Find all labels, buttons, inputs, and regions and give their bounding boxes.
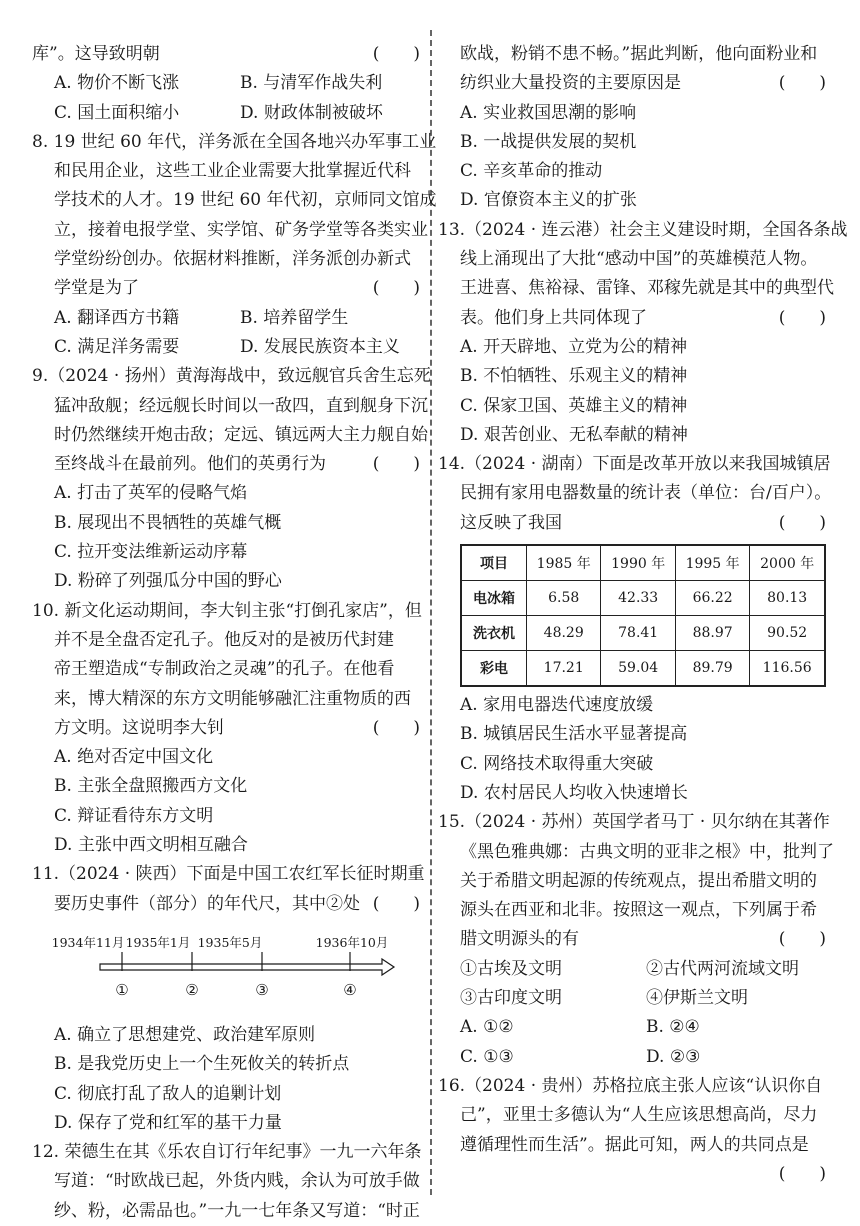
right-column	[438, 40, 848, 1189]
table-cell: 88.97	[675, 616, 749, 651]
table-cell: 42.33	[601, 581, 675, 616]
question-10: 10. 新文化运动期间，李大钊主张“打倒孔家店”，但 并不是全盘否定孔子。他反对的是被历代封建 帝王塑造成“专制政治之灵魂”的孔子。在他看 来，博大精深的东方文明能够融汇注重物质的西 方文明。这说明李大钊 ( ) A. 绝对否定中国文化 B. 主张全盘照搬西方文化 C. 辩证看待东方文明 D. 主张中西文明相互融合	[32, 600, 422, 856]
table-header-cell: 项目	[461, 545, 527, 581]
question-8: 8. 19 世纪 60 年代，洋务派在全国各地兴办军事工业 和民用企业，这些工业企业需要大批掌握近代科 学技术的人才。19 世纪 60 年代初，京师同文馆成 立，接着电报学堂、实学馆、矿务学堂等各类实业 学堂纷纷创办。依据材料推断，洋务派创办新式 学堂是为了 ( ) A. 翻译西方书籍 B. 培养留学生 C. 满足洋务需要 D. 发展民族资本主义	[32, 131, 437, 357]
question-11: 11.（2024 · 陕西）下面是中国工农红军长征时期重 要历史事件（部分）的年代尺，其中②处 ( ) 1934年11月 1935年1月 1935年5月 1936年10月 ① ② ③ ④ A. 确立了思想建党、政治建军原则 B. 是我党历史上一个生死攸关的转折点 C. 彻底打乱了敌人的追剿计划 D. 保存了党和红军的基干力量	[32, 864, 425, 1133]
table-row	[461, 616, 825, 651]
question-15: 15.（2024 · 苏州）英国学者马丁 · 贝尔纳在其著作 《黑色雅典娜：古典文明的亚非之根》中，批判了 关于希腊文明起源的传统观点，提出希腊文明的 源头在西亚和北非。按照这一观点，下列属于希 腊文明源头的有 ( ) ①古埃及文明 ②古代两河流域文明 ③古印度文明 ④伊斯兰文明 A. ①② B. ②④ C. ①③ D. ②③	[438, 812, 834, 1067]
answer-bracket: ( )	[778, 929, 826, 950]
timeline-mark: ③	[255, 980, 269, 999]
q7-options-row1: A. 物价不断飞涨 B. 与清军作战失利	[54, 73, 383, 94]
table-cell: 17.21	[527, 651, 601, 687]
table-row	[461, 581, 825, 616]
table-cell: 48.29	[527, 616, 601, 651]
table-cell: 89.79	[675, 651, 749, 687]
table-cell: 80.13	[750, 581, 825, 616]
appliance-stats-table	[460, 544, 826, 687]
timeline-date: 1935年1月	[125, 934, 191, 950]
timeline-ruler	[32, 919, 424, 1021]
timeline-mark: ②	[185, 980, 199, 999]
left-column	[32, 40, 437, 1226]
answer-bracket: ( )	[372, 893, 420, 914]
table-cell: 66.22	[675, 581, 749, 616]
question-14: 14.（2024 · 湖南）下面是改革开放以来我国城镇居 民拥有家用电器数量的统计表（单位：台/百户）。 这反映了我国 ( ) 项目 1985 年 1990 年 1995 年 2000 年 电冰箱 6.58 42.33 66.22 80.13 洗衣机 48.29 78.41 88.97 90.52 彩电 17.21 59.04 89.79 116.56 A. 家用电器迭代速度放缓 B. 城镇居民生活水平显著提高 C. 网络技术取得重大突破 D. 农村居民人均收入快速增长	[438, 454, 832, 803]
answer-bracket: ( )	[778, 73, 826, 94]
timeline-date: 1935年5月	[197, 934, 263, 950]
q7-stem-tail: 库”。这导致明朝 ( )	[32, 40, 424, 69]
table-cell: 116.56	[750, 651, 825, 687]
timeline-mark: ①	[115, 980, 129, 999]
timeline-date: 1936年10月	[315, 934, 389, 950]
question-12-continued: 欧战，粉销不患不畅。”据此判断，他向面粉业和 纺织业大量投资的主要原因是 ( ) A. 实业救国思潮的影响 B. 一战提供发展的契机 C. 辛亥革命的推动 D. 官僚资本主义的扩张	[460, 44, 826, 211]
timeline-mark: ④	[343, 980, 357, 999]
table-header-cell: 1995 年	[675, 545, 749, 581]
answer-bracket: ( )	[778, 512, 826, 533]
answer-bracket: ( )	[372, 44, 420, 64]
table-header-cell: 2000 年	[750, 545, 825, 581]
question-12: 12. 荣德生在其《乐农自订行年纪事》一九一六年条 写道：“时欧战已起，外货内贱，余认为可放手做 纱、粉，必需品也。”一九一七年条又写道：“时正	[32, 1142, 422, 1221]
question-9: 9.（2024 · 扬州）黄海海战中，致远舰官兵舍生忘死 猛冲敌舰；经远舰长时间以一敌四，直到舰身下沉 时仍然继续开炮击敌；定远、镇远两大主力舰自始 至终战斗在最前列。他们的英勇行为 ( ) A. 打击了英军的侵略气焰 B. 展现出不畏牺牲的英雄气概 C. 拉开变法维新运动序幕 D. 粉碎了列强瓜分中国的野心	[32, 366, 431, 592]
table-cell: 彩电	[461, 651, 527, 687]
table-cell: 90.52	[750, 616, 825, 651]
table-row	[461, 651, 825, 687]
answer-bracket: ( )	[372, 278, 420, 299]
question-13: 13.（2024 · 连云港）社会主义建设时期，全国各条战 线上涌现出了大批“感动中国”的英雄模范人物。 王进喜、焦裕禄、雷锋、邓稼先就是其中的典型代 表。他们身上共同体现了 ( ) A. 开天辟地、立党为公的精神 B. 不怕牺牲、乐观主义的精神 C. 保家卫国、英雄主义的精神 D. 艰苦创业、无私奉献的精神	[438, 219, 848, 445]
table-cell: 59.04	[601, 651, 675, 687]
q7-options-row2: C. 国土面积缩小 D. 财政体制被破坏	[54, 102, 383, 123]
table-header-row	[461, 545, 825, 581]
table-cell: 78.41	[601, 616, 675, 651]
question-16: 16.（2024 · 贵州）苏格拉底主张人应该“认识你自 己”，亚里士多德认为“人生应该思想高尚，尽力 遵循理性而生活”。据此可知，两人的共同点是 ( )	[438, 1072, 830, 1189]
answer-bracket: ( )	[778, 1163, 826, 1184]
answer-bracket: ( )	[372, 454, 420, 475]
table-cell: 电冰箱	[461, 581, 527, 616]
table-header-cell: 1985 年	[527, 545, 601, 581]
table-header-cell: 1990 年	[601, 545, 675, 581]
timeline-date: 1934年11月	[51, 934, 125, 950]
table-cell: 洗衣机	[461, 616, 527, 651]
table-cell: 6.58	[527, 581, 601, 616]
answer-bracket: ( )	[778, 307, 826, 328]
answer-bracket: ( )	[372, 717, 420, 738]
